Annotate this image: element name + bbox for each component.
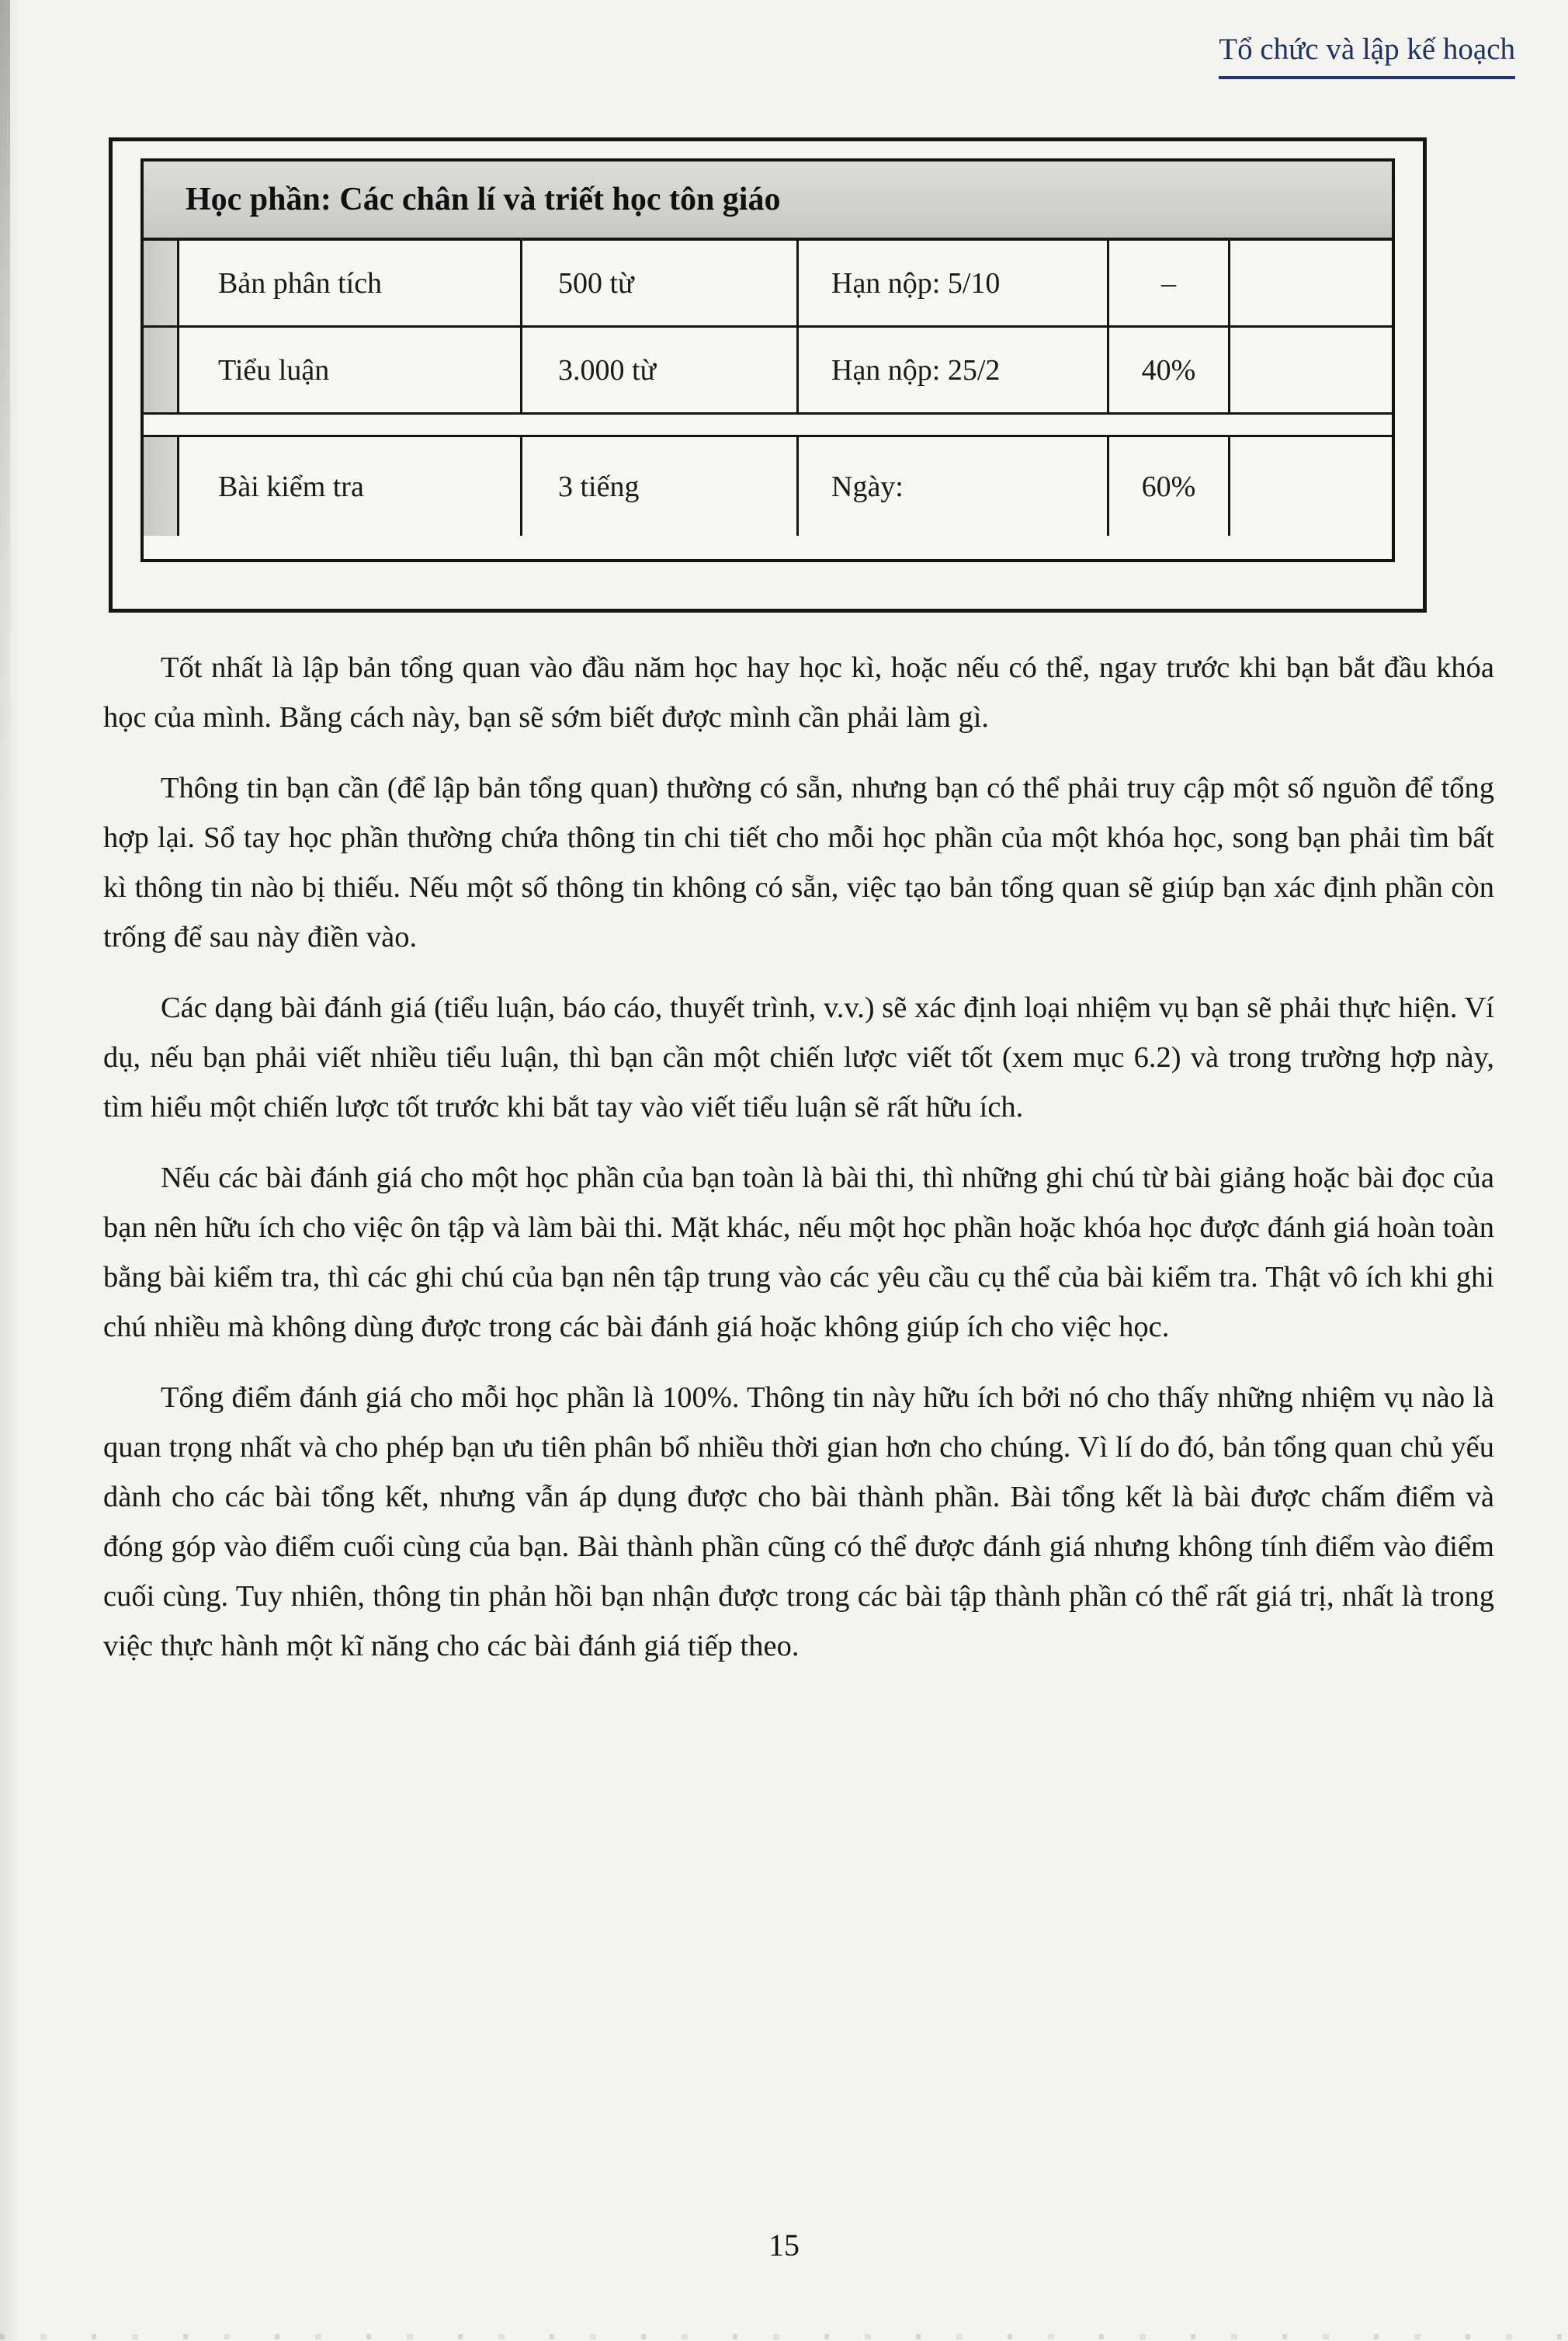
assessment-length-cell: 3.000 từ <box>522 328 799 412</box>
assessment-due-cell: Hạn nộp: 5/10 <box>799 241 1109 325</box>
assessment-length-cell: 3 tiếng <box>522 437 799 536</box>
table-title-band <box>144 162 1392 241</box>
assessment-weight-cell: – <box>1109 241 1230 325</box>
scan-left-shadow <box>0 0 20 2341</box>
assessment-weight-cell: 40% <box>1109 328 1230 412</box>
table-row <box>144 241 1392 328</box>
row-stub-cell <box>144 328 179 412</box>
assessment-type-cell: Bài kiểm tra <box>179 437 522 536</box>
page-number: 15 <box>768 2228 800 2263</box>
assessment-due-cell: Hạn nộp: 25/2 <box>799 328 1109 412</box>
empty-cell <box>1230 328 1392 412</box>
body-text <box>103 643 1494 1692</box>
table-title: Học phần: Các chân lí và triết học tôn giáo <box>186 182 781 217</box>
row-stub-cell <box>144 241 179 325</box>
table-row <box>144 328 1392 415</box>
running-head <box>1219 31 1515 79</box>
scan-bottom-edge <box>0 2334 1568 2339</box>
paragraph: Các dạng bài đánh giá (tiểu luận, báo cáo, thuyết trình, v.v.) sẽ xác định loại nhiệm vụ bạn sẽ phải thực hiện. Ví dụ, nếu bạn phải viết nhiều tiểu luận, thì bạn cần một chiến lược viết tốt (xem mục 6.2) và trong trường hợp này, tìm hiểu một chiến lược tốt trước khi bắt tay vào viết tiểu luận sẽ rất hữu ích. <box>103 992 1494 1124</box>
paragraph: Thông tin bạn cần (để lập bản tổng quan) thường có sẵn, nhưng bạn có thể phải truy cập một số nguồn để tổng hợp lại. Sổ tay học phần thường chứa thông tin chi tiết cho mỗi học phần của một khóa học, song bạn phải tìm bất kì thông tin nào bị thiếu. Nếu một số thông tin không có sẵn, việc tạo bản tổng quan sẽ giúp bạn xác định phần còn trống để sau này điền vào. <box>103 772 1494 953</box>
paragraph: Tốt nhất là lập bản tổng quan vào đầu năm học hay học kì, hoặc nếu có thể, ngay trước khi bạn bắt đầu khóa học của mình. Bằng cách này, bạn sẽ sớm biết được mình cần phải làm gì. <box>103 651 1494 734</box>
course-overview-box <box>109 137 1427 613</box>
assessment-weight-cell: 60% <box>1109 437 1230 536</box>
table-row <box>144 435 1392 536</box>
paragraph: Nếu các bài đánh giá cho một học phần của bạn toàn là bài thi, thì những ghi chú từ bài giảng hoặc bài đọc của bạn nên hữu ích cho việc ôn tập và làm bài thi. Mặt khác, nếu một học phần hoặc khóa học được đánh giá hoàn toàn bằng bài kiểm tra, thì các ghi chú của bạn nên tập trung vào các yêu cầu cụ thể của bài kiểm tra. Thật vô ích khi ghi chú nhiều mà không dùng được trong các bài đánh giá hoặc không giúp ích cho việc học. <box>103 1162 1494 1343</box>
scan-left-edge-strip <box>0 0 10 815</box>
empty-cell <box>1230 241 1392 325</box>
assessment-type-cell: Bản phân tích <box>179 241 522 325</box>
empty-cell <box>1230 437 1392 536</box>
row-stub-cell <box>144 437 179 536</box>
course-overview-table <box>140 158 1395 562</box>
running-head-title: Tổ chức và lập kế hoạch <box>1219 31 1515 79</box>
assessment-length-cell: 500 từ <box>522 241 799 325</box>
assessment-due-cell: Ngày: <box>799 437 1109 536</box>
assessment-type-cell: Tiểu luận <box>179 328 522 412</box>
paragraph: Tổng điểm đánh giá cho mỗi học phần là 100%. Thông tin này hữu ích bởi nó cho thấy những nhiệm vụ nào là quan trọng nhất và cho phép bạn ưu tiên phân bổ nhiều thời gian hơn cho chúng. Vì lí do đó, bản tổng quan chủ yếu dành cho các bài tổng kết, nhưng vẫn áp dụng được cho bài thành phần. Bài tổng kết là bài được chấm điểm và đóng góp vào điểm cuối cùng của bạn. Bài thành phần cũng có thể được đánh giá nhưng không tính điểm vào điểm cuối cùng. Tuy nhiên, thông tin phản hồi bạn nhận được trong các bài tập thành phần có thể rất giá trị, nhất là trong việc thực hành một kĩ năng cho các bài đánh giá tiếp theo. <box>103 1381 1494 1662</box>
